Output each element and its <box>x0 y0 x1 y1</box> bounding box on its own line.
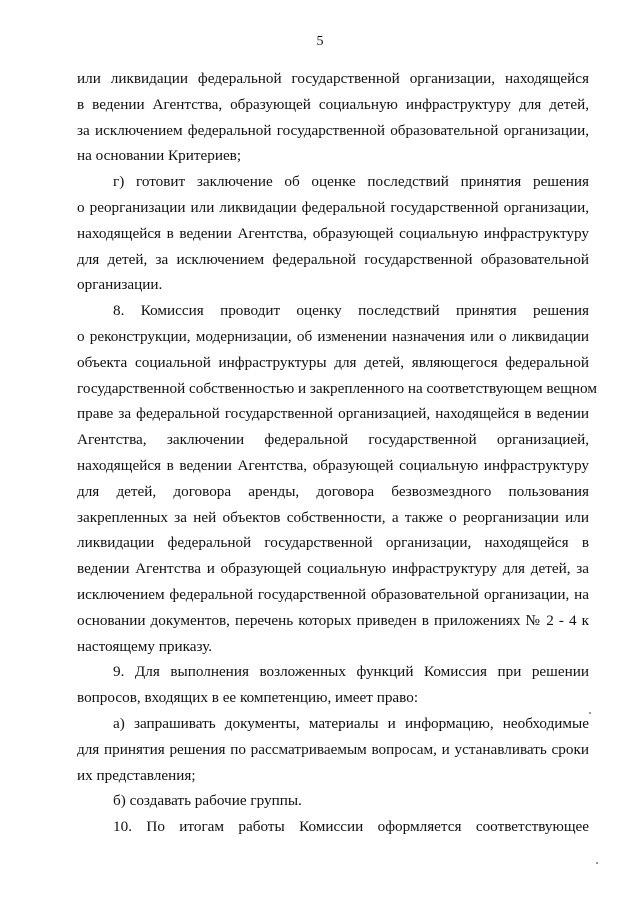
text-line: 8. Комиссия проводит оценку последствий принятия решения <box>113 302 589 320</box>
text-line: ведении Агентства и образующей социальную инфраструктуру для детей, за <box>77 560 589 578</box>
text-line: организации. <box>77 276 163 294</box>
text-line: настоящему приказу. <box>77 637 213 655</box>
text-line: для детей, за исключением федеральной государственной образовательной <box>77 250 589 268</box>
text-line: закрепленных за ней объектов собственности, а также о реорганизации или <box>77 508 589 526</box>
text-line: государственной собственностью и закрепленного на соответствующем вещном <box>77 379 597 397</box>
text-line: объекта социальной инфраструктуры для детей, являющегося федеральной <box>77 353 589 371</box>
text-line: для детей, договора аренды, договора безвозмездного пользования <box>77 482 589 500</box>
text-line: их представления; <box>77 766 196 784</box>
text-line: ликвидации федеральной государственной организации, находящейся в <box>77 534 589 552</box>
text-line: 10. По итогам работы Комиссии оформляется соответствующее <box>113 818 589 836</box>
text-line: находящейся в ведении Агентства, образующей социальную инфраструктуру <box>77 456 589 474</box>
text-line: за исключением федеральной государственной образовательной организации, <box>77 121 589 139</box>
scan-speck <box>596 862 598 864</box>
text-line: вопросов, входящих в ее компетенцию, имеет право: <box>77 689 419 707</box>
text-line: о реконструкции, модернизации, об изменении назначения или о ликвидации <box>77 327 589 345</box>
text-line: о реорганизации или ликвидации федеральной государственной организации, <box>77 198 589 216</box>
text-line: исключением федеральной государственной образовательной организации, на <box>77 585 589 603</box>
page-number: 5 <box>316 34 324 49</box>
text-line: 9. Для выполнения возложенных функций Комиссия при решении <box>113 663 589 681</box>
text-line: основании документов, перечень которых приведен в приложениях № 2 - 4 к <box>77 611 589 629</box>
text-line: или ликвидации федеральной государственной организации, находящейся <box>77 70 589 87</box>
text-line: а) запрашивать документы, материалы и информацию, необходимые <box>113 714 589 732</box>
text-line: на основании Критериев; <box>77 147 242 165</box>
body-text <box>77 66 597 840</box>
text-line: г) готовит заключение об оценке последствий принятия решения <box>113 173 589 191</box>
text-line: б) создавать рабочие группы. <box>113 792 302 810</box>
text-line: праве за федеральной государственной организацией, находящейся в ведении <box>77 405 589 423</box>
text-line: для принятия решения по рассматриваемым вопросам, и устанавливать сроки <box>77 740 589 758</box>
text-line: находящейся в ведении Агентства, образующей социальную инфраструктуру <box>77 224 589 242</box>
text-line: в ведении Агентства, образующей социальную инфраструктуру для детей, <box>77 95 589 113</box>
scan-speck <box>589 712 591 714</box>
text-line: Агентства, заключении федеральной государственной организацией, <box>77 431 589 449</box>
